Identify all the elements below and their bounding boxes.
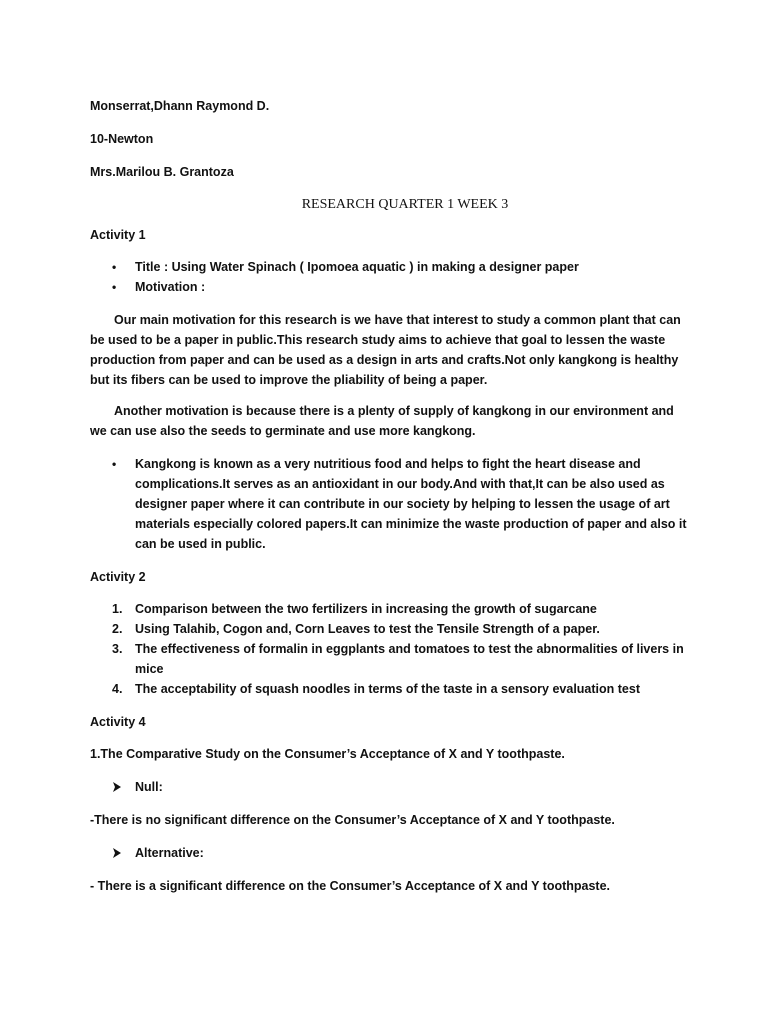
motivation-paragraph-2: Another motivation is because there is a plenty of supply of kangkong in our environment and we can use also the seeds to germinate and use more kangkong. (90, 404, 674, 438)
activity4-study-title: 1.The Comparative Study on the Consumer’s Acceptance of X and Y toothpaste. (90, 747, 565, 761)
list-number: 1. (112, 602, 123, 616)
list-item-text: Comparison between the two fertilizers in increasing the growth of sugarcane (135, 602, 597, 616)
motivation-paragraph-1: Our main motivation for this research is we have that interest to study a common plant that can be used to be a paper in public.This research study aims to achieve that goal to lessen the waste production from paper and can be used as a design in arts and crafts.Not only kangkong is healthy but its fibers can be used to improve the pliability of being a paper. (90, 313, 681, 387)
alternative-hypothesis-label: Alternative: (135, 846, 204, 860)
activity4-heading: Activity 4 (90, 715, 146, 729)
activity2-numbered-list (90, 599, 690, 699)
null-hypothesis-label: Null: (135, 780, 163, 794)
list-item (90, 277, 690, 297)
arrow-bullet-icon (112, 843, 122, 865)
list-number: 2. (112, 622, 123, 636)
list-item (90, 599, 690, 619)
list-number: 3. (112, 642, 123, 656)
activity1-bullet-list (90, 257, 690, 297)
document-title: RESEARCH QUARTER 1 WEEK 3 (301, 197, 509, 212)
activity1-title-bullet: Title : Using Water Spinach ( Ipomoea aquatic ) in making a designer paper (135, 260, 579, 274)
alternative-hypothesis-label-row (90, 843, 690, 863)
list-item (90, 639, 690, 679)
kangkong-bullet: Kangkong is known as a very nutritious food and helps to fight the heart disease and complications.It serves as an antioxidant in our body.And with that,It can be also used as designer paper where it can contribute in our society by helping to lessen the usage of art materials especially colored papers.It can minimize the waste production of paper and also it can be used in public. (135, 457, 687, 551)
alternative-hypothesis-text: - There is a significant difference on the Consumer’s Acceptance of X and Y toothpaste. (90, 879, 611, 893)
activity1-heading: Activity 1 (90, 228, 146, 242)
null-hypothesis-text: -There is no significant difference on the Consumer’s Acceptance of X and Y toothpaste. (90, 813, 615, 827)
section-name: 10-Newton (90, 132, 154, 146)
list-item-text: The acceptability of squash noodles in terms of the taste in a sensory evaluation test (135, 682, 640, 696)
activity2-heading: Activity 2 (90, 570, 146, 584)
author-name: Monserrat,Dhann Raymond D. (90, 99, 270, 113)
activity1-motivation-bullet: Motivation : (135, 280, 206, 294)
arrow-bullet-icon (112, 777, 122, 799)
list-item-text: Using Talahib, Cogon and, Corn Leaves to test the Tensile Strength of a paper. (135, 622, 600, 636)
list-item (90, 619, 690, 639)
list-item-text: The effectiveness of formalin in eggplants and tomatoes to test the abnormalities of livers in mice (135, 642, 684, 676)
teacher-name: Mrs.Marilou B. Grantoza (90, 165, 234, 179)
activity1-kangkong-list (90, 454, 690, 554)
list-item (90, 257, 690, 277)
list-item (90, 454, 690, 554)
list-item (90, 679, 690, 699)
list-number: 4. (112, 682, 123, 696)
document-page (90, 96, 690, 909)
null-hypothesis-label-row (90, 777, 690, 797)
